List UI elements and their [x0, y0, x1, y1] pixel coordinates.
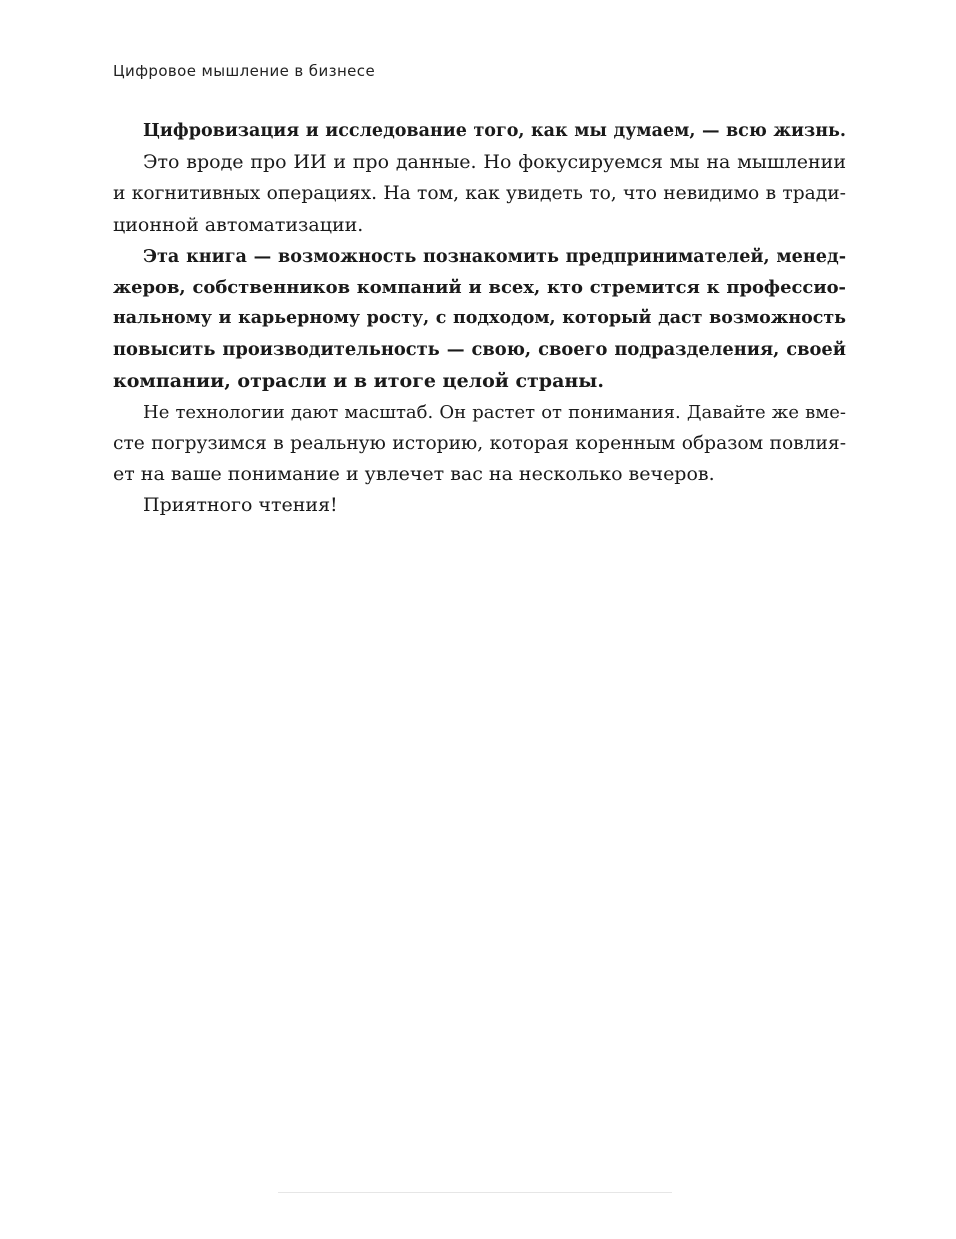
paragraph-ai-data — [113, 147, 846, 241]
running-header: Цифровое мышление в бизнесе — [113, 62, 376, 80]
text-line: нальному и карьерному росту, с подходом, который даст возможность — [113, 308, 846, 329]
paragraph-closing — [113, 490, 846, 521]
text-line: Эта книга — возможность познакомить предпринимателей, менед- — [143, 245, 846, 267]
text-line: ционной автоматизации. — [113, 213, 364, 236]
body-text — [113, 116, 846, 521]
text-line: Не технологии дают масштаб. Он растет от понимания. Давайте же вме- — [143, 401, 846, 423]
footer-divider — [278, 1192, 672, 1193]
paragraph-bold-book — [113, 241, 846, 397]
text-line: сте погрузимся в реальную историю, которая коренным образом повлия- — [113, 432, 846, 454]
text-line: повысить производительность — свою, своего подразделения, своей — [113, 339, 846, 361]
text-line: Цифровизация и исследование того, как мы думаем, — всю жизнь. — [143, 121, 846, 141]
text-line: Приятного чтения! — [143, 494, 338, 517]
paragraph-bold-intro — [113, 116, 846, 147]
text-line: ет на ваше понимание и увлечет вас на несколько вечеров. — [113, 463, 715, 486]
text-line: Это вроде про ИИ и про данные. Но фокусируемся мы на мышлении — [143, 151, 846, 174]
text-line: компании, отрасли и в итоге целой страны. — [113, 369, 604, 392]
text-line: и когнитивных операциях. На том, как увидеть то, что невидимо в тради- — [113, 183, 846, 205]
paragraph-scale — [113, 397, 846, 491]
text-line: жеров, собственников компаний и всех, кто стремится к профессио- — [113, 276, 846, 298]
